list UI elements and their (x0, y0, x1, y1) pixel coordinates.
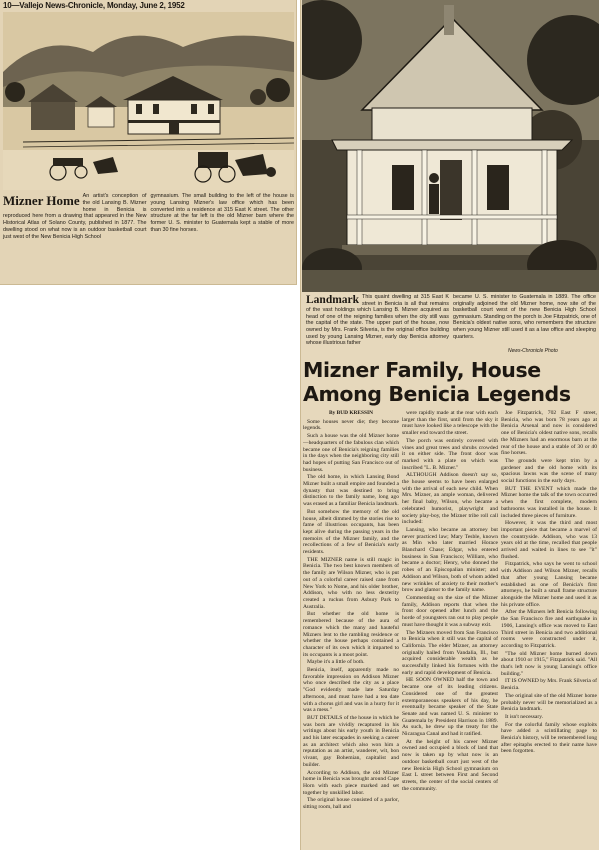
article-column-1 (303, 410, 399, 848)
left-clipping (0, 0, 296, 284)
article-body (303, 410, 597, 848)
article-paragraph: The Mizners moved from San Francisco to Benicia when it still was the capital of California. The elder Mizner, an attorney originally hailed from Vandalia, Ill., but acquired considerable wealth as he successfully linked his fortunes with the early and rapid development of Benicia. (402, 629, 498, 676)
article-paragraph: After the Mizners left Benicia following the San Francisco fire and earthquake in 1906, Lansing's office was moved to East Third street in Benicia and two additional rooms were constructed under it, according to Fitzpatrick. (501, 609, 597, 649)
left-caption (3, 193, 294, 281)
right-caption-col-1 (306, 294, 449, 356)
article-paragraph: But somehow the memory of the old house, albeit dimmed by the stories rise to fame of illustrious occupants, has been kept alive during the passing years in the memoirs of the Mizner family, and the recollections of a few of Benicia's early residents. (303, 508, 399, 556)
photo-credit: News-Chronicle Photo (508, 348, 558, 354)
article-paragraph: HE SOON OWNED half the town and became one of its leading citizens. Considered one of the greatest extemporaneous speakers of his day, he eventually became speaker of the State Senate and was named U. S. minister to Guatemala by President Harrison in 1889. As such, he drew up the treaty for the Nicaragua Canal and had it ratified. (402, 677, 498, 738)
article-paragraph: The old home, in which Lansing Bond Mizner built a small empire and founded a dynasty that was destined to bring distinction to the family name, long ago was erased as a familiar Benicia landmark. (303, 474, 399, 508)
article-column-2 (402, 410, 498, 848)
article-paragraph: However, it was the third and most important piece that became a marvel of the countryside. Addison, who was 13 years old at the time, recalled that people arrived and waited in lines to see "it" flushed. (501, 520, 597, 560)
article-paragraph: For the colorful family whose exploits have added a scintillating page to Benicia's history, will be remembered long after epitaphs erected to their name have been forgotten. (501, 721, 597, 755)
article-paragraph: According to Addison, the old Mizner home in Benicia was brought around Cape Horn with each piece marked and set together by unskilled labor. (303, 769, 399, 796)
article-paragraph: It isn't necessary. (505, 713, 544, 720)
article-paragraph: The original site of the old Mizner home probably never will be memorialized as a Benicia landmark. (501, 692, 597, 713)
article-paragraph: Maybe it's a little of both. (307, 659, 365, 666)
article-paragraph: were rapidly made at the rear with each larger than the first, until from the sky it must have looked like a telescope with the smaller end toward the street. (402, 410, 498, 437)
mizner-home-engraving (3, 12, 294, 190)
article-paragraph: Some houses never die; they become legends. (303, 418, 399, 432)
article-paragraph: Such a house was the old Mizner home—headquarters of the fabulous clan which became one of Benicia's reigning families in the days when the neighboring city still had hopes of putting San Francisco out of business. (303, 433, 399, 473)
left-caption-col-2 (151, 193, 295, 281)
article-paragraph: Commenting on the size of the Mizner family, Addison reports that when the front door opened after lunch and the horde of youngsters ran out to play people must have thought it was a subway exit. (402, 594, 498, 628)
article-paragraph: BUT DETAILS of the house in which he was born are vividly recaptured in his writings about his early youth in Benicia and his later escapades in seeking a career as an architect which also won him a reputation as an artist, wanderer, wit, bon vivant, gay Bohemian, capitalist and builder. (303, 714, 399, 768)
left-caption-title: Mizner Home (3, 193, 80, 208)
article-paragraph: The grounds were kept trim by a gardener and the old home with its spacious lawns was the scene of many social functions in the early days. (501, 457, 597, 485)
article-paragraph: ALTHOUGH Addison doesn't say so, the house seems to have been enlarged with the arrival of each new child. When Mrs. Mizner, an ample woman, delivered her final baby, Wilson, who became a celebrated humorist, playwright and society play-boy, the Mizner tribe roll call included: (402, 472, 498, 526)
article-paragraph: Joe Fitzpatrick, 702 East F street, Benicia, who was born 78 years ago at Benicia Arsenal and now is considered one of Benicia's oldest native sons, recalls the Mizners had an enormous barn at the rear of the house and a stable of 30 or 40 fine horses. (501, 410, 597, 457)
headline-line-1: Mizner Family, House (303, 358, 541, 382)
article-paragraph: At the height of his career Mizner owned and occupied a block of land that now is taken up by what now is an outdoor basketball court just west of the new Benicia High School gymnasium on East L street between First and Second streets, the center of the social centers of the community. (402, 738, 498, 792)
left-caption-text-1: An artist's conception of the old Lansing B. Mizner home in Benicia is reproduced here from a drawing that appeared in the New Historical Atlas of Solano County, published in 1877. The dwelling stood on what now is an outdoor basketball court just west of the New Benicia High School (3, 193, 147, 240)
byline: By BUD KRESSIN (328, 410, 374, 416)
left-caption-text-2: gymnasium. The small building to the left of the house is young Lansing Mizner's law office which has been converted into a residence at 315 East K street. The other structure at the far left is the old Mizner barn where the former U. S. minister to Guatemala kept a stable of more than 30 fine horses. (150, 193, 294, 233)
article-paragraph: The original house consisted of a parlor, sitting room, hall and (303, 797, 399, 811)
article-paragraph: Lansing, who became an attorney but never practiced law; Mary Tesble, known as Min who later married Horace Blanchard Chase; Edgar, who entered business in San Francisco; William, who became a doctor; Henry, who donned the robes of an Episcopalian minister; and Addison and Wilson, both of whom added new wrinkles of anxiety to their mother's brow and glamor to the family name. (402, 526, 498, 594)
article-headline (303, 358, 597, 406)
article-paragraph: IT IS OWNED by Mrs. Frank Silveria of Benicia. (501, 678, 597, 692)
page-header: 10—Vallejo News-Chronicle, Monday, June 2, 1952 (3, 1, 185, 10)
right-caption-text-1: This quaint dwelling at 315 East K street in Benicia is all that remains of the vast holdings which Lansing B. Mizner acquired as head of one of the reigning families when the city still was the capital of the state. The upper part of the house, now owned by Mrs. Frank Silveria, is the original office building used by young Lansing Mizner, early day Benicia attorney whose illustrious father (306, 294, 449, 347)
article-column-3 (501, 410, 597, 848)
article-paragraph: THE MIZNER name is still magic in Benicia. The two best known members of the family are Wilson Mizner, who is put out of a colorful career raised cane from New York to Nome, and his older brother, Addison, who with no less dexterity created a ruckus from Asbury Park to Australia. (303, 556, 399, 610)
article-paragraph: The porch was entirely covered with vines and great trees and shrubs crowded it on either side. The front door was marked with a plate on which was inscribed "L. B. Mizner." (402, 437, 498, 471)
right-caption-text-2: became U. S. minister to Guatemala in 1889. The office originally adjoined the old Mizner home, now site of the basketball court west of the new Benicia High School gymnasium. Standing on the porch is Joe Fitzpatrick, one of Benicia's oldest native sons, who remembers the structure when young Mizner still used it as a law office and sleeping quarters. (453, 294, 596, 340)
right-caption (306, 294, 596, 356)
article-paragraph: But whether the old home is remembered because of the aura of romance which the many and hauteful Mizners lent to the rambling residence or whether the house perhaps contained a character of its own which it imparted to its occupants is a moot point. (303, 611, 399, 658)
article-paragraph: "The old Mizner home burned down about 1910 or 1915," Fitzpatrick said. "All that's left now is young Lansing's office building." (501, 650, 597, 677)
headline-line-2: Among Benicia Legends (303, 382, 571, 406)
right-caption-col-2 (453, 294, 596, 356)
article-paragraph: Benicia, itself, apparently made no favorable impression on Addison Mizner who once described the city as a place "God evidently made late Saturday afternoon, and must have had a tea date with a chorus girl and was in a hurry for it was a mess." (303, 667, 399, 714)
left-caption-col-1 (3, 193, 147, 281)
right-caption-title: Landmark (306, 294, 360, 306)
article-paragraph: Fitzpatrick, who says he went to school with Addison and Wilson Mizner, recalls that after young Lansing became established as one of Benicia's first attorneys, he built a small frame structure alongside the Mizner home and used it as his private office. (501, 561, 597, 608)
article-paragraph: BUT THE EVENT which made the Mizner home the talk of the town occurred when the first complete, modern bathrooms was installed in the house. It included three pieces of furniture. (501, 485, 597, 519)
landmark-house-photo (302, 0, 599, 292)
